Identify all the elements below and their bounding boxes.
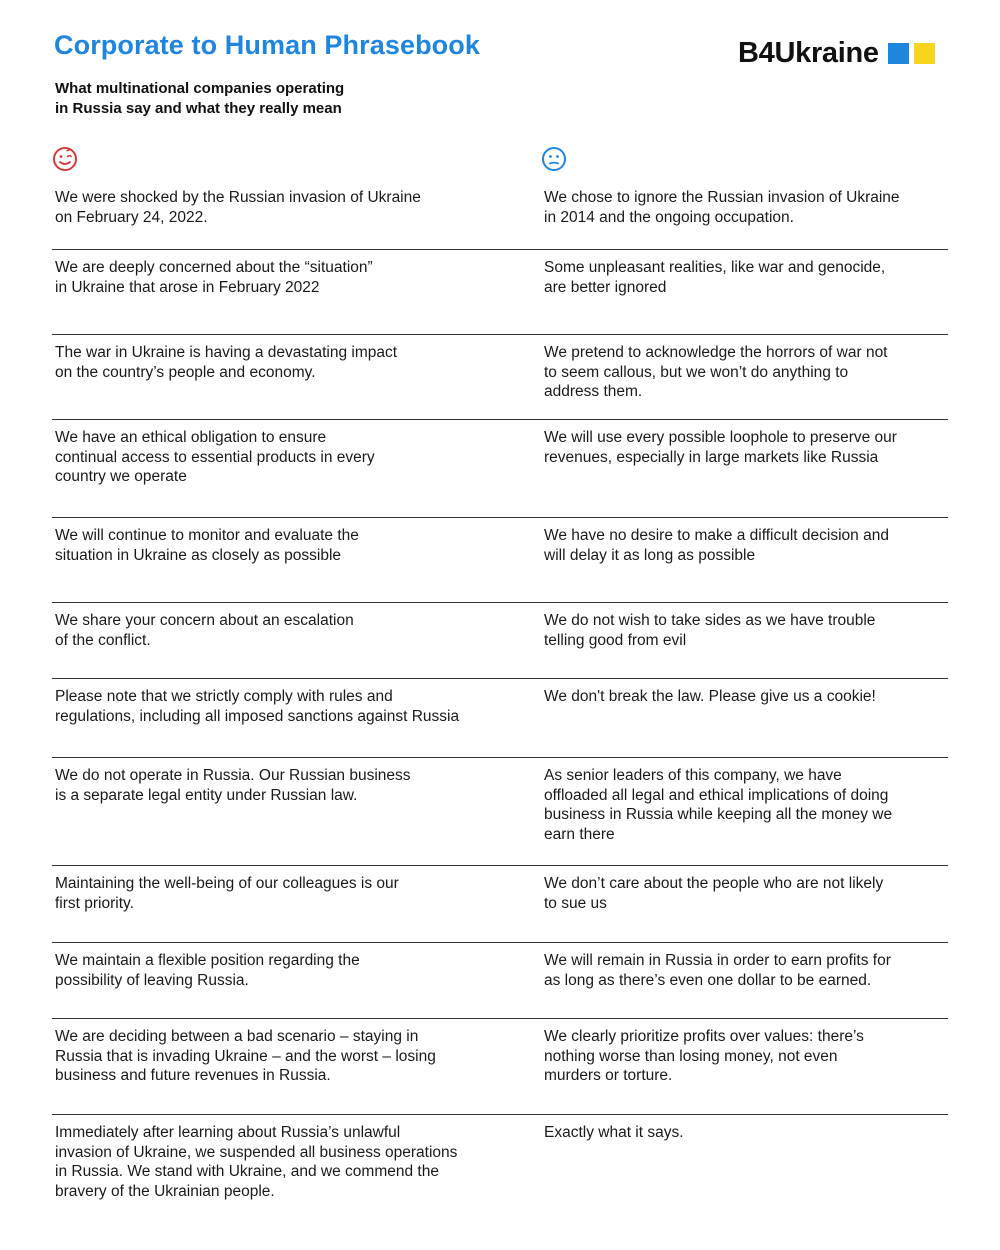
table-row: [52, 1115, 948, 1215]
corporate-statement: Please note that we strictly comply with rules and regulations, including all imposed sanctions against Russia: [55, 688, 460, 725]
logo-blue-square: [888, 43, 909, 64]
table-row: [52, 1019, 948, 1115]
page-subtitle: What multinational companies operating in Russia say and what they really mean: [55, 80, 345, 117]
phrasebook-table: [52, 180, 948, 1215]
corporate-statement: We share your concern about an escalation of the conflict.: [55, 612, 354, 649]
corporate-statement: We will continue to monitor and evaluate the situation in Ukraine as closely as possible: [55, 527, 359, 564]
corporate-statement: We are deeply concerned about the “situation” in Ukraine that arose in February 2022: [55, 259, 373, 296]
table-row: [52, 180, 948, 250]
human-meaning: We have no desire to make a difficult decision and will delay it as long as possible: [544, 527, 889, 564]
human-meaning: Exactly what it says.: [544, 1124, 684, 1141]
human-meaning: We do not wish to take sides as we have trouble telling good from evil: [544, 612, 876, 649]
human-meaning: We will use every possible loophole to preserve our revenues, especially in large markets like Russia: [544, 429, 897, 466]
corporate-statement: The war in Ukraine is having a devastating impact on the country’s people and economy.: [55, 344, 398, 381]
human-meaning: We don’t care about the people who are not likely to sue us: [544, 875, 884, 912]
brand-logo-text: B4Ukraine: [738, 36, 879, 69]
table-row: [52, 758, 948, 866]
human-meaning: Some unpleasant realities, like war and genocide, are better ignored: [544, 259, 886, 296]
table-row: [52, 335, 948, 420]
corporate-statement: Immediately after learning about Russia’s unlawful invasion of Ukraine, we suspended all business operations in Russia. We stand with Ukraine, and we commend the bravery of the Ukrainian people.: [55, 1124, 458, 1200]
human-meaning: As senior leaders of this company, we have offloaded all legal and ethical implications of doing business in Russia while keeping all the money we earn there: [544, 767, 893, 843]
table-row: [52, 603, 948, 679]
table-row: [52, 250, 948, 335]
table-row: [52, 679, 948, 758]
brand-logo: [738, 33, 935, 73]
human-meaning: We don't break the law. Please give us a cookie!: [544, 688, 876, 705]
corporate-statement: We do not operate in Russia. Our Russian business is a separate legal entity under Russian law.: [55, 767, 411, 804]
neutral-face-icon: [541, 146, 567, 172]
human-meaning: We chose to ignore the Russian invasion of Ukraine in 2014 and the ongoing occupation.: [544, 189, 900, 226]
corporate-statement: Maintaining the well-being of our colleagues is our first priority.: [55, 875, 399, 912]
corporate-statement: We are deciding between a bad scenario – staying in Russia that is invading Ukraine – and the worst – losing business and future revenues in Russia.: [55, 1028, 436, 1084]
human-meaning: We clearly prioritize profits over values: there’s nothing worse than losing money, not even murders or torture.: [544, 1028, 864, 1084]
logo-yellow-square: [914, 43, 935, 64]
table-row: [52, 518, 948, 603]
table-row: [52, 420, 948, 518]
table-row: [52, 866, 948, 943]
human-meaning: We will remain in Russia in order to earn profits for as long as there’s even one dollar to be earned.: [544, 952, 891, 989]
table-row: [52, 943, 948, 1019]
page-title: Corporate to Human Phrasebook: [54, 30, 480, 60]
corporate-statement: We maintain a flexible position regarding the possibility of leaving Russia.: [55, 952, 360, 989]
corporate-statement: We were shocked by the Russian invasion of Ukraine on February 24, 2022.: [55, 189, 421, 226]
winking-smile-face-icon: [52, 146, 78, 172]
human-meaning: We pretend to acknowledge the horrors of war not to seem callous, but we won’t do anything to address them.: [544, 344, 888, 400]
corporate-statement: We have an ethical obligation to ensure continual access to essential products in every country we operate: [55, 429, 375, 485]
